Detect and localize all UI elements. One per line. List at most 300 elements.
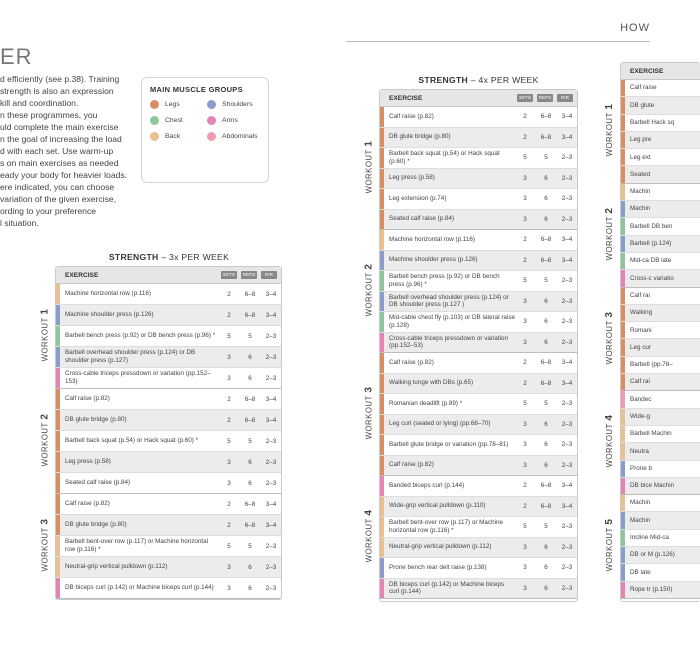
workout-word: WORKOUT [605,109,615,157]
cell-reps: 6–8 [244,395,256,403]
table-row [380,312,577,333]
cell-rir: 2–3 [561,215,573,223]
cell-rir: 2–3 [561,584,573,592]
workout-number: 2 [604,207,616,214]
table-row [380,210,577,231]
cell-reps: 6 [248,458,252,466]
exercise-name: Machin [630,516,651,524]
cell-sets: 2 [227,311,231,319]
table-row [380,230,577,251]
col-exercise: EXERCISE [389,94,423,102]
table-row [56,284,281,305]
muscle-color-strip [380,394,384,414]
exercise-name: Barbell back squat (p.54) or Hack squat (p.60) * [65,437,199,445]
muscle-color-strip [621,391,625,407]
exercise-name: Rope tr (p.150) [630,585,673,593]
cell-reps: 6 [544,461,548,469]
muscle-color-strip [621,409,625,425]
cell-rir: 2–3 [265,584,277,592]
workout-label-2 [362,228,376,351]
cell-sets: 3 [523,564,527,572]
intro-line: ere indicated, you can choose [0,182,115,192]
exercise-name: Neutral-grip vertical pulldown (p.112) [65,563,168,571]
cell-reps: 6 [248,479,252,487]
cell-reps: 6–8 [540,482,552,490]
table-row [380,128,577,149]
cell-reps: 6 [248,584,252,592]
exercise-name: DB bice Machin [630,482,675,490]
cell-rir: 2–3 [561,174,573,182]
cell-rir: 3–4 [561,113,573,121]
cell-sets: 3 [227,458,231,466]
exercise-name: Leg curl (seated or lying) (pp.68–70) [389,420,491,428]
table-row [621,391,700,408]
legend-swatch [207,100,216,109]
muscle-color-strip [56,389,60,409]
table-row [621,253,700,270]
muscle-color-strip [380,517,384,537]
intro-line: eady your body for heavier loads. [0,170,128,180]
exercise-name: Calf raise (p.82) [65,500,110,508]
muscle-color-strip [621,357,625,373]
exercise-name: DB biceps curl (p.142) or Machine biceps curl (p.144) [389,580,505,596]
table-row [621,288,700,305]
table-4x-title [379,75,578,85]
cell-sets: 3 [523,543,527,551]
muscle-color-strip [621,305,625,321]
cell-sets: 2 [523,236,527,244]
muscle-color-strip [621,478,625,494]
exercise-name: Incline Mid-ca [630,534,669,542]
cell-rir: 2–3 [265,332,277,340]
muscle-color-strip [56,368,60,388]
cell-reps: 6 [248,374,252,382]
cell-reps: 6–8 [540,379,552,387]
muscle-color-strip [621,97,625,113]
cell-reps: 6–8 [244,416,256,424]
muscle-color-strip [56,305,60,325]
intro-text [0,73,132,229]
workout-label-4 [362,474,376,597]
cell-sets: 5 [523,400,527,408]
intro-line: n these programmes, you [0,110,98,120]
exercise-name: Neutra [630,447,649,455]
muscle-color-strip [621,443,625,459]
exercise-name: Calf raise [630,84,657,92]
muscle-color-strip [380,476,384,496]
col-rir: RIR [557,94,573,102]
cell-reps: 6–8 [540,133,552,141]
table-row [621,582,700,599]
muscle-color-strip [621,530,625,546]
exercise-name: Leg press (p.58) [389,174,435,182]
exercise-name: Leg ext [630,153,651,161]
table-3x [55,266,282,600]
cell-sets: 3 [523,215,527,223]
table-row [380,292,577,313]
exercise-name: Leg extension (p.74) [389,194,447,202]
exercise-name: Seated calf raise (p.84) [65,479,131,487]
intro-line: n the goal of increasing the load [0,134,122,144]
cell-reps: 6 [248,353,252,361]
cell-rir: 3–4 [265,521,277,529]
muscle-color-strip [380,210,384,230]
muscle-color-strip [380,353,384,373]
exercise-name: Calf raise (p.82) [389,461,434,469]
workout-word: WORKOUT [605,524,615,572]
workout-number: 2 [39,413,50,420]
table-row [380,394,577,415]
cell-reps: 6 [544,441,548,449]
col-rir: RIR [261,271,277,279]
workout-word: WORKOUT [364,515,373,562]
table-row [621,166,700,183]
col-exercise: EXERCISE [65,271,99,279]
cell-sets: 2 [227,290,231,298]
table-row [380,476,577,497]
muscle-color-strip [380,374,384,394]
workout-word: WORKOUT [364,392,373,439]
workout-labels-5x [601,62,619,602]
intro-line: strength is also an expression [0,86,114,96]
table-row [380,271,577,292]
cell-sets: 3 [523,441,527,449]
col-sets: SETS [223,272,235,277]
table-5x-partial-wrap [601,62,675,602]
cell-reps: 6–8 [540,256,552,264]
cell-sets: 3 [523,174,527,182]
muscle-color-strip [380,558,384,578]
cell-sets: 2 [523,482,527,490]
exercise-name: Mid-ca DB late [630,257,672,265]
exercise-name: DB late [630,568,651,576]
table-row [56,536,281,557]
muscle-color-strip [56,410,60,430]
muscle-color-strip [380,333,384,353]
cell-sets: 2 [523,133,527,141]
exercise-name: Cross-cable triceps pressdown or variation (pp.152–53) [389,334,508,350]
intro-line: variation of the given exercise, [0,194,117,204]
cell-sets: 2 [523,256,527,264]
muscle-color-strip [380,312,384,332]
cell-rir: 2–3 [265,437,277,445]
muscle-color-strip [56,578,60,598]
table-row [380,169,577,190]
muscle-color-strip [621,564,625,580]
table-row [380,435,577,456]
exercise-name: Calf rai [630,378,650,386]
workout-label-2 [38,387,52,492]
workout-labels-4x [360,89,378,602]
legend-swatch [150,100,159,109]
cell-reps: 6 [544,174,548,182]
intro-line: ording to your preference [0,206,97,216]
table-3x-title [56,252,282,262]
cell-reps: 5 [544,154,548,162]
workout-word: WORKOUT [605,317,615,364]
cell-sets: 2 [227,521,231,529]
legend-item-legs [150,100,203,109]
muscle-color-strip [56,536,60,556]
table-row [380,415,577,436]
cell-sets: 5 [227,332,231,340]
cell-rir: 3–4 [561,482,573,490]
exercise-name: Calf rai [630,291,650,299]
cell-reps: 6 [544,543,548,551]
exercise-name: Calf raise (p.82) [389,358,434,366]
table-row [380,558,577,579]
workout-word: WORKOUT [605,420,615,468]
cell-reps: 6 [544,338,548,346]
cell-reps: 5 [544,400,548,408]
muscle-color-strip [621,166,625,182]
exercise-name: Leg press (p.58) [65,458,111,466]
cell-rir: 3–4 [561,256,573,264]
table-row [56,410,281,431]
workout-number: 1 [363,140,374,147]
muscle-color-strip [621,218,625,234]
cell-reps: 6 [544,584,548,592]
cell-reps: 6 [544,420,548,428]
exercise-name: Calf raise (p.82) [65,395,110,403]
exercise-name: Bandec [630,395,652,403]
cell-reps: 6 [544,297,548,305]
exercise-name: Banded biceps curl (p.144) [389,481,465,489]
cell-reps: 5 [248,332,252,340]
table-row [380,107,577,128]
cell-rir: 2–3 [265,458,277,466]
workout-number: 3 [363,386,374,393]
cell-reps: 6 [248,563,252,571]
cell-reps: 5 [248,437,252,445]
muscle-color-strip [56,515,60,535]
table-row [56,557,281,578]
workout-word: WORKOUT [40,524,49,571]
muscle-color-strip [380,292,384,312]
legend-item-back [150,132,203,141]
exercise-name: Walking [630,309,653,317]
exercise-name: Leg cur [630,343,652,351]
cell-sets: 3 [227,584,231,592]
muscle-color-strip [380,128,384,148]
workout-number: 2 [363,263,374,270]
muscle-color-strip [380,435,384,455]
muscle-color-strip [56,326,60,346]
table-row [621,478,700,495]
workout-label-1 [362,105,376,228]
table-row [56,515,281,536]
muscle-color-strip [621,149,625,165]
muscle-color-strip [380,230,384,250]
table-row [56,431,281,452]
workout-label-4 [603,389,617,493]
table-row [621,512,700,529]
running-head: HOW [620,22,650,34]
cell-rir: 2–3 [561,420,573,428]
muscle-color-strip [380,271,384,291]
cell-rir: 2–3 [561,400,573,408]
exercise-name: Machin [630,188,651,196]
table-row [621,305,700,322]
exercise-name: DB or M (p.126) [630,551,675,559]
legend-item-shoulders [207,100,260,109]
table-row [621,426,700,443]
workout-number: 4 [363,509,374,516]
table-row [621,461,700,478]
legend-label: Arms [222,117,238,124]
muscle-color-strip [621,132,625,148]
exercise-name: Cross-cable triceps pressdown or variation (pp.152–153) [65,370,211,385]
muscle-color-strip [621,80,625,96]
cell-reps: 6–8 [540,502,552,510]
table-row [380,148,577,169]
cell-sets: 2 [227,395,231,403]
legend-title: MAIN MUSCLE GROUPS [150,85,243,94]
table-row [621,564,700,581]
workout-number: 1 [604,103,616,110]
exercise-name: Barbell bent-over row (p.117) or Machine horizontal row (p.116) * [389,519,503,534]
cell-rir: 2–3 [561,277,573,285]
muscle-color-strip [621,270,625,286]
cell-rir: 3–4 [265,311,277,319]
cell-reps: 5 [544,523,548,531]
workout-label-3 [38,492,52,597]
cell-rir: 3–4 [265,500,277,508]
legend-swatch [150,132,159,141]
cell-rir: 2–3 [561,564,573,572]
exercise-name: Machine shoulder press (p.126) [389,256,478,264]
muscle-color-strip [621,547,625,563]
cell-rir: 2–3 [561,318,573,326]
workout-number: 3 [604,311,616,318]
legend-label: Chest [165,117,183,124]
table-row [380,456,577,477]
workout-word: WORKOUT [364,269,373,316]
muscle-color-strip [380,148,384,168]
cell-reps: 6–8 [244,311,256,319]
legend-item-arms [207,116,260,125]
cell-reps: 6–8 [244,500,256,508]
col-reps: REPS [538,95,552,100]
muscle-color-strip [621,184,625,200]
legend-label: Legs [165,101,180,108]
muscle-color-strip [621,339,625,355]
table-4x-body [380,107,577,599]
workout-number: 5 [604,518,616,525]
workout-label-1 [38,282,52,387]
cell-sets: 5 [227,542,231,550]
table-row [56,326,281,347]
muscle-color-strip [621,374,625,390]
exercise-name: DB glute bridge (p.80) [65,521,127,529]
muscle-color-strip [621,236,625,252]
cell-rir: 3–4 [561,133,573,141]
cell-rir: 3–4 [561,379,573,387]
table-row [56,347,281,368]
table-row [621,374,700,391]
cell-rir: 2–3 [561,297,573,305]
muscle-color-strip [621,426,625,442]
cell-sets: 3 [227,353,231,361]
cell-sets: 2 [227,500,231,508]
col-exercise: EXERCISE [630,67,664,75]
cell-reps: 5 [248,542,252,550]
cell-sets: 2 [523,113,527,121]
cell-rir: 3–4 [561,502,573,510]
cell-sets: 3 [523,338,527,346]
muscle-color-strip [56,347,60,367]
cell-sets: 3 [227,479,231,487]
legend-swatch [150,116,159,125]
exercise-name: Seated [630,170,650,178]
table-4x-title-rest: – 4x PER WEEK [468,75,539,85]
legend-label: Back [165,133,181,140]
cell-rir: 2–3 [561,543,573,551]
table-5x-partial [620,62,700,602]
col-reps: REPS [242,272,256,277]
table-3x-title-rest: – 3x PER WEEK [158,252,230,262]
cell-sets: 3 [523,297,527,305]
table-row [56,389,281,410]
muscle-color-strip [621,461,625,477]
workout-label-3 [603,286,617,390]
intro-line: s on main exercises as needed [0,158,119,168]
exercise-name: Prone bench rear delt raise (p.138) [389,563,487,571]
exercise-name: Barbell bent-over row (p.117) or Machine horizontal row (p.116) * [65,538,209,553]
table-row [380,374,577,395]
table-row [380,579,577,600]
table-row [380,497,577,518]
cell-rir: 2–3 [265,353,277,361]
table-row [56,578,281,599]
page-corner-title: ER [0,44,33,69]
exercise-name: Walking lunge with DBs (p.65) [389,379,474,387]
cell-sets: 3 [227,374,231,382]
muscle-color-strip [56,431,60,451]
muscle-color-strip [56,557,60,577]
cell-rir: 2–3 [561,441,573,449]
intro-line: l situation. [0,218,39,228]
cell-rir: 2–3 [561,195,573,203]
col-sets: SETS [519,95,531,100]
table-row [621,115,700,132]
intro-line: kill and coordination. [0,98,79,108]
table-row [621,443,700,460]
cell-sets: 3 [523,318,527,326]
cell-sets: 2 [523,379,527,387]
workout-label-3 [362,351,376,474]
table-row [621,236,700,253]
cell-sets: 5 [523,154,527,162]
cell-rir: 3–4 [265,416,277,424]
table-row [621,409,700,426]
table-row [380,333,577,354]
table-3x-header [56,267,281,284]
table-row [621,530,700,547]
workout-number: 3 [39,518,50,525]
cell-reps: 6–8 [244,521,256,529]
cell-rir: 3–4 [265,395,277,403]
muscle-color-strip [380,107,384,127]
cell-sets: 3 [523,420,527,428]
muscle-color-strip [621,582,625,598]
exercise-name: Barbell DB ben [630,222,673,230]
muscle-color-strip [56,452,60,472]
muscle-color-strip [621,495,625,511]
muscle-color-strip [621,253,625,269]
legend-swatch [207,116,216,125]
legend-item-chest [150,116,203,125]
